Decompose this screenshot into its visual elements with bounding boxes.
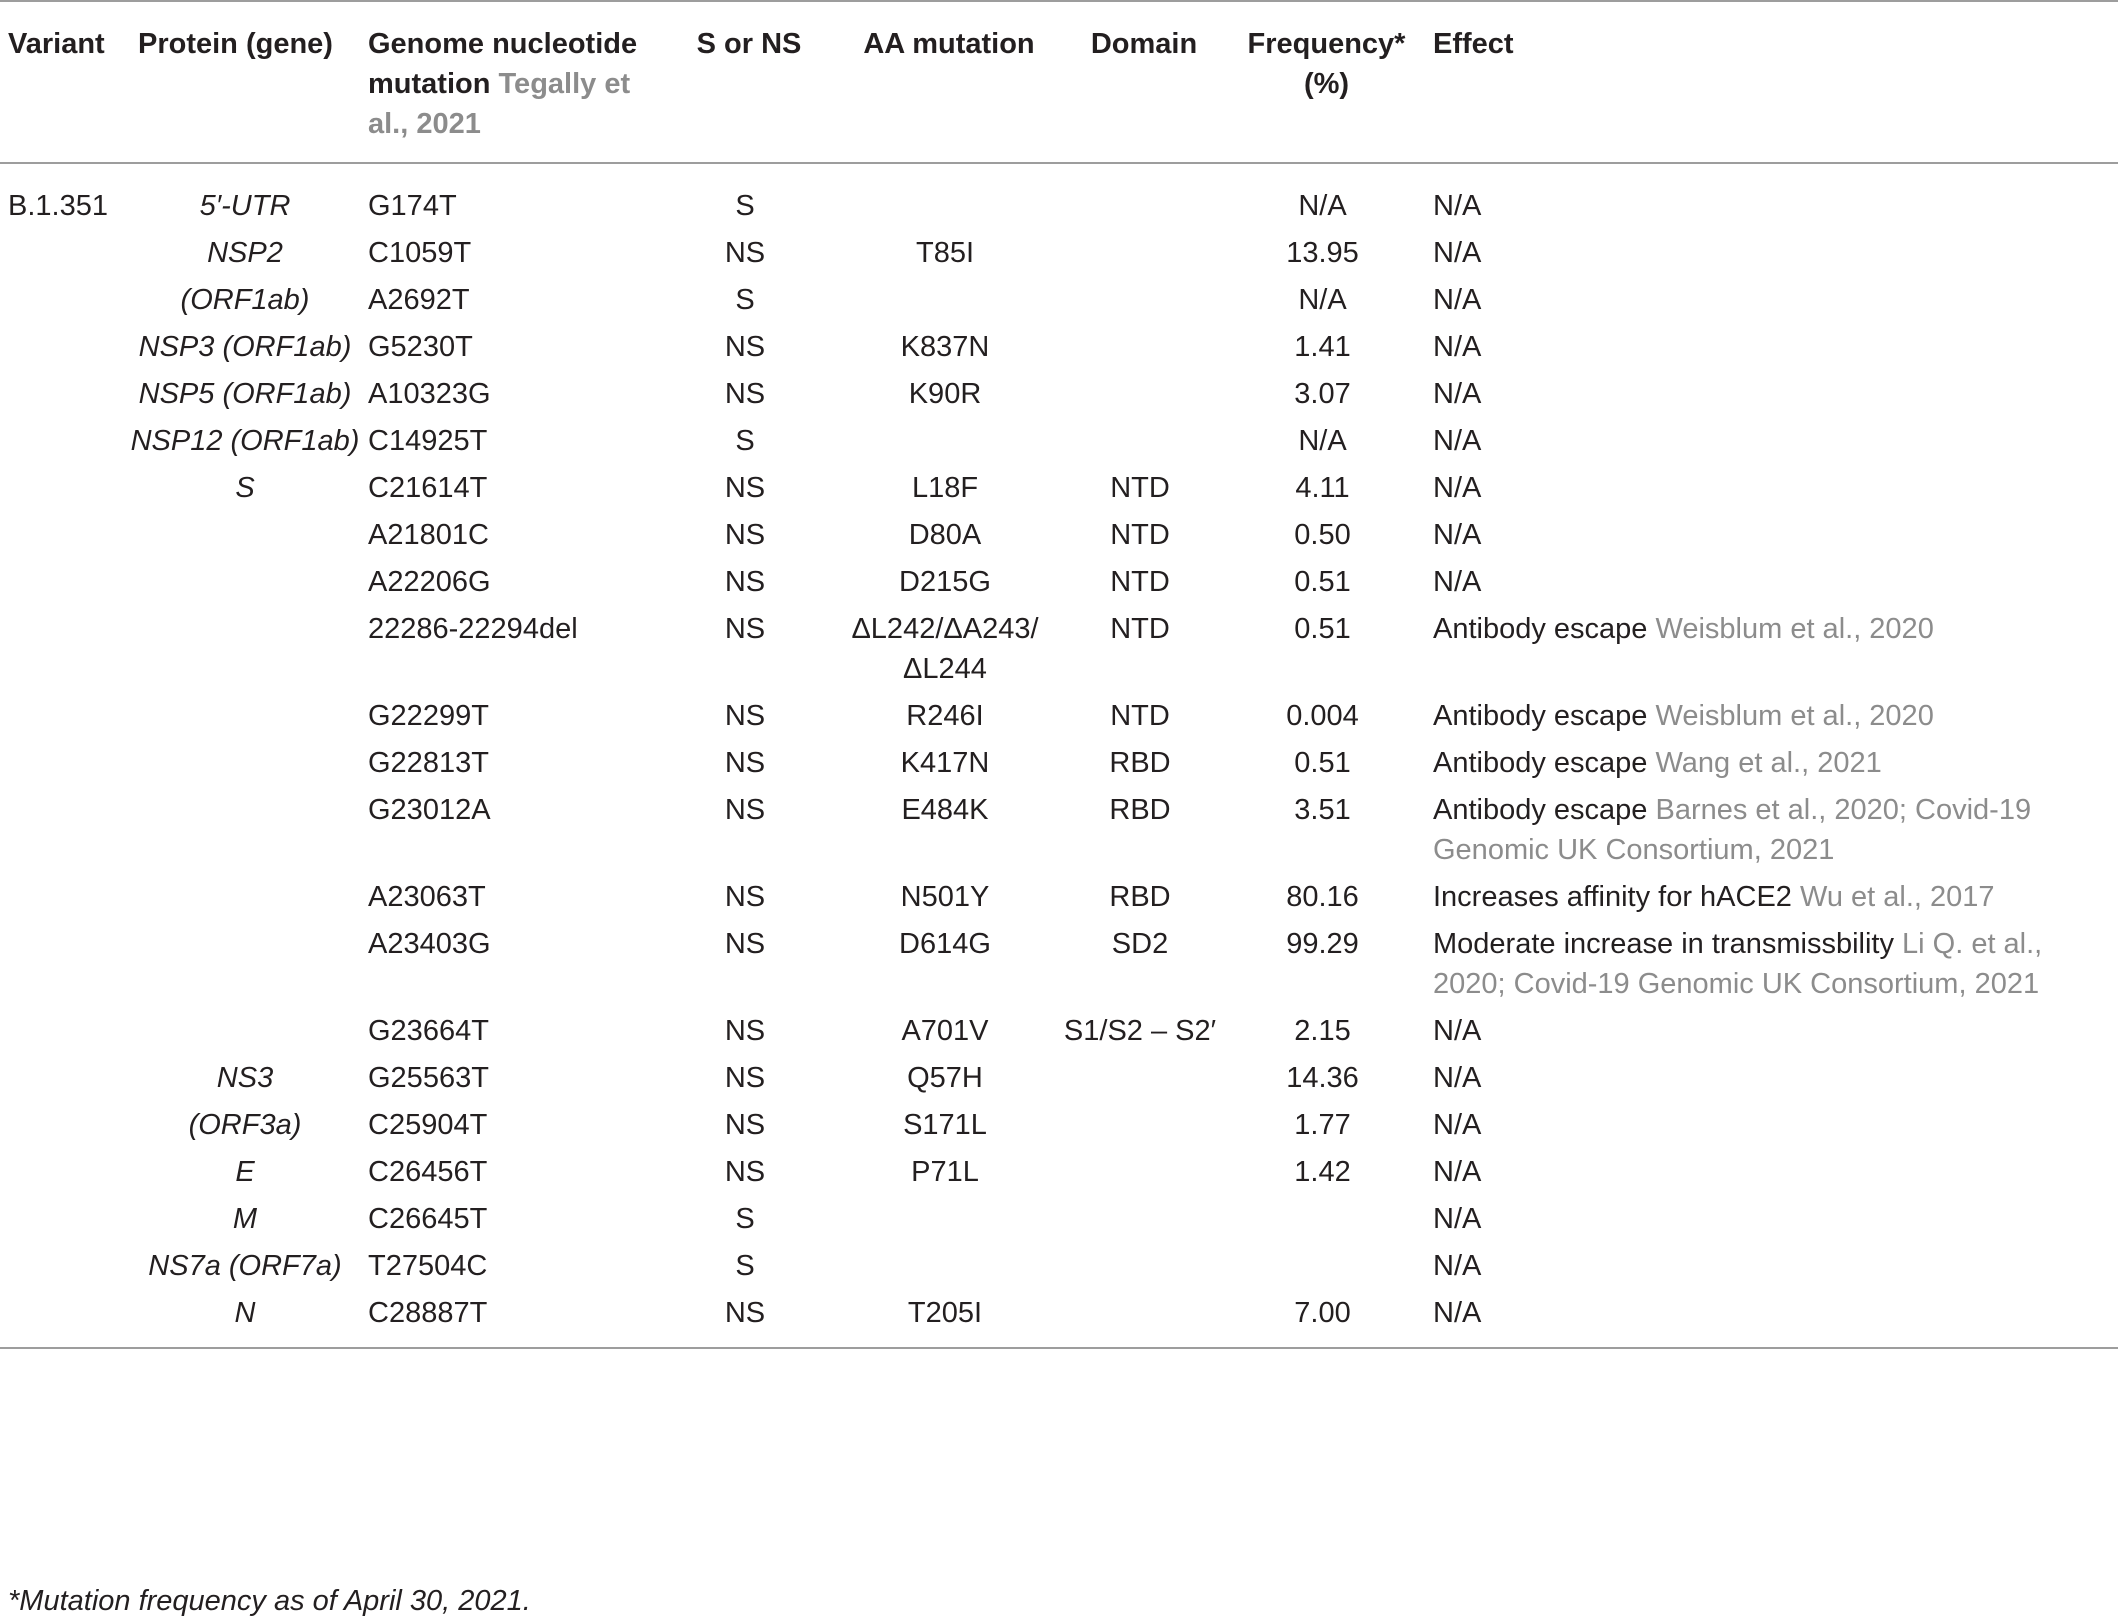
header-row	[0, 1, 2118, 163]
cell-variant	[0, 559, 130, 606]
cell-domain: NTD	[1110, 566, 1170, 598]
cell-frequency: 80.16	[1286, 881, 1359, 913]
cell-frequency: N/A	[1298, 190, 1347, 222]
effect-reference-link[interactable]: Wang et al., 2021	[1655, 747, 1882, 779]
cell-protein: S	[235, 472, 255, 504]
header-frequency: Frequency* (%)	[1247, 28, 1406, 100]
cell-protein: NS7a (ORF7a)	[148, 1250, 342, 1282]
cell-variant	[0, 1149, 130, 1196]
cell-aa-mutation: ΔL242/ΔA243/ ΔL244	[851, 613, 1039, 685]
cell-aa-mutation: A701V	[901, 1015, 989, 1047]
cell-protein: M	[232, 1203, 258, 1235]
table-row	[0, 371, 2118, 418]
table-row	[0, 874, 2118, 921]
cell-protein: NSP2	[207, 237, 283, 269]
cell-frequency: 0.004	[1286, 700, 1359, 732]
cell-protein	[130, 693, 360, 740]
cell-effect	[1425, 277, 2118, 324]
cell-effect	[1425, 418, 2118, 465]
cell-effect	[1425, 1196, 2118, 1243]
cell-domain	[1060, 277, 1220, 324]
header-variant: Variant	[8, 28, 105, 60]
effect-text: N/A	[1433, 566, 1482, 598]
cell-effect	[1425, 1243, 2118, 1290]
cell-genome-mutation: G25563T	[368, 1062, 489, 1094]
header-genome-main: Genome nucleotide mutation	[368, 28, 638, 100]
cell-effect	[1425, 559, 2118, 606]
cell-s-or-ns: NS	[724, 700, 766, 732]
cell-protein	[130, 559, 360, 606]
cell-variant	[0, 371, 130, 418]
effect-text: N/A	[1433, 331, 1482, 363]
cell-s-or-ns: NS	[724, 613, 766, 645]
cell-domain	[1060, 1102, 1220, 1149]
table-row	[0, 1102, 2118, 1149]
effect-text: N/A	[1433, 519, 1482, 551]
effect-text: Antibody escape	[1433, 794, 1656, 826]
cell-frequency: N/A	[1298, 425, 1347, 457]
cell-variant	[0, 1008, 130, 1055]
table-row	[0, 787, 2118, 874]
effect-text: N/A	[1433, 378, 1482, 410]
cell-effect	[1425, 1290, 2118, 1348]
cell-domain	[1060, 1149, 1220, 1196]
cell-protein	[130, 787, 360, 874]
effect-text: N/A	[1433, 1297, 1482, 1329]
cell-genome-mutation: A23063T	[368, 881, 486, 913]
cell-frequency: 1.77	[1294, 1109, 1351, 1141]
effect-reference-link[interactable]: Barnes et al., 2020; Covid-19 Genomic UK Consortium, 2021	[1433, 794, 2032, 866]
cell-protein	[130, 921, 360, 1008]
table-row	[0, 418, 2118, 465]
cell-protein	[130, 740, 360, 787]
cell-aa-mutation: K90R	[908, 378, 982, 410]
cell-frequency: 0.51	[1294, 613, 1351, 645]
table-footnote: *Mutation frequency as of April 30, 2021.	[8, 1585, 531, 1617]
cell-protein: NSP5 (ORF1ab)	[138, 378, 352, 410]
cell-domain: RBD	[1109, 747, 1171, 779]
cell-genome-mutation: A21801C	[368, 519, 489, 551]
cell-s-or-ns: S	[735, 1250, 755, 1282]
cell-domain	[1060, 371, 1220, 418]
cell-s-or-ns: NS	[724, 331, 766, 363]
cell-frequency: 1.42	[1294, 1156, 1351, 1188]
table-row	[0, 1055, 2118, 1102]
table-row	[0, 512, 2118, 559]
cell-variant	[0, 1055, 130, 1102]
effect-text: N/A	[1433, 190, 1482, 222]
effect-text: Moderate increase in transmissbility	[1433, 928, 1903, 960]
cell-variant	[0, 465, 130, 512]
cell-variant	[0, 921, 130, 1008]
cell-frequency: 3.07	[1294, 378, 1351, 410]
table-row	[0, 559, 2118, 606]
table-row	[0, 740, 2118, 787]
effect-text: N/A	[1433, 1109, 1482, 1141]
cell-protein	[130, 512, 360, 559]
table-row	[0, 230, 2118, 277]
cell-protein	[130, 1008, 360, 1055]
cell-effect	[1425, 606, 2118, 693]
cell-genome-mutation: G22813T	[368, 747, 489, 779]
effect-text: N/A	[1433, 425, 1482, 457]
cell-frequency: 4.11	[1295, 472, 1350, 504]
cell-domain: NTD	[1110, 700, 1170, 732]
cell-aa-mutation: T205I	[907, 1297, 983, 1329]
cell-genome-mutation: C1059T	[368, 237, 472, 269]
cell-domain	[1060, 163, 1220, 230]
table-row	[0, 693, 2118, 740]
cell-frequency: N/A	[1298, 284, 1347, 316]
cell-effect	[1425, 1008, 2118, 1055]
cell-effect	[1425, 163, 2118, 230]
cell-frequency: 14.36	[1286, 1062, 1359, 1094]
table-row	[0, 277, 2118, 324]
cell-variant	[0, 277, 130, 324]
cell-s-or-ns: NS	[724, 1109, 766, 1141]
cell-protein: E	[235, 1156, 255, 1188]
cell-variant	[0, 1290, 130, 1348]
cell-protein: (ORF3a)	[188, 1109, 302, 1141]
effect-text: Increases affinity for hACE2	[1433, 881, 1800, 913]
cell-s-or-ns: NS	[724, 1297, 766, 1329]
cell-domain: RBD	[1109, 794, 1171, 826]
cell-domain: NTD	[1110, 519, 1170, 551]
cell-effect	[1425, 512, 2118, 559]
cell-frequency: 2.15	[1294, 1015, 1351, 1047]
cell-variant	[0, 512, 130, 559]
cell-aa-mutation	[830, 163, 1060, 230]
table-row	[0, 465, 2118, 512]
cell-frequency: 7.00	[1294, 1297, 1351, 1329]
cell-variant	[0, 324, 130, 371]
table-row	[0, 606, 2118, 693]
cell-protein: NSP3 (ORF1ab)	[138, 331, 352, 363]
cell-domain	[1060, 1243, 1220, 1290]
cell-genome-mutation: C26456T	[368, 1156, 488, 1188]
cell-aa-mutation: K837N	[900, 331, 990, 363]
cell-genome-mutation: C21614T	[368, 472, 488, 504]
cell-s-or-ns: NS	[724, 1062, 766, 1094]
cell-variant	[0, 693, 130, 740]
cell-s-or-ns: NS	[724, 566, 766, 598]
cell-effect	[1425, 921, 2118, 1008]
cell-aa-mutation: D614G	[899, 928, 991, 960]
cell-genome-mutation: C14925T	[368, 425, 488, 457]
effect-reference-link[interactable]: Wu et al., 2017	[1799, 881, 1995, 913]
cell-protein: N	[234, 1297, 256, 1329]
table-row	[0, 921, 2118, 1008]
cell-frequency: 0.51	[1294, 566, 1351, 598]
table-row	[0, 1243, 2118, 1290]
cell-aa-mutation: L18F	[911, 472, 979, 504]
cell-aa-mutation: T85I	[915, 237, 975, 269]
cell-s-or-ns: S	[735, 284, 755, 316]
cell-s-or-ns: NS	[724, 519, 766, 551]
cell-genome-mutation: G174T	[368, 190, 457, 222]
cell-s-or-ns: NS	[724, 378, 766, 410]
cell-variant	[0, 740, 130, 787]
effect-text: N/A	[1433, 1062, 1482, 1094]
header-genome-mutation	[360, 1, 660, 163]
cell-variant	[0, 787, 130, 874]
cell-frequency: 3.51	[1294, 794, 1351, 826]
cell-genome-mutation: A10323G	[368, 378, 491, 410]
cell-genome-mutation: T27504C	[368, 1250, 488, 1282]
cell-domain	[1060, 1196, 1220, 1243]
cell-variant	[0, 1243, 130, 1290]
cell-genome-mutation: A2692T	[368, 284, 470, 316]
table-body	[0, 163, 2118, 1348]
cell-variant	[0, 230, 130, 277]
cell-effect	[1425, 693, 2118, 740]
effect-text: Antibody escape	[1433, 613, 1656, 645]
cell-domain: NTD	[1110, 472, 1170, 504]
cell-domain: S1/S2 – S2′	[1063, 1015, 1217, 1047]
cell-frequency: 13.95	[1286, 237, 1359, 269]
cell-variant	[0, 874, 130, 921]
cell-s-or-ns: S	[735, 425, 755, 457]
cell-aa-mutation: Q57H	[907, 1062, 983, 1094]
effect-text: N/A	[1433, 472, 1482, 504]
cell-s-or-ns: S	[735, 190, 755, 222]
cell-effect	[1425, 787, 2118, 874]
cell-aa-mutation: P71L	[911, 1156, 979, 1188]
cell-domain	[1060, 1290, 1220, 1348]
cell-effect	[1425, 1102, 2118, 1149]
cell-effect	[1425, 371, 2118, 418]
cell-effect	[1425, 874, 2118, 921]
cell-variant	[0, 1196, 130, 1243]
effect-text: N/A	[1433, 1203, 1482, 1235]
cell-genome-mutation: A23403G	[368, 928, 491, 960]
effect-reference-link[interactable]: Li Q. et al., 2020; Covid-19 Genomic UK Consortium, 2021	[1433, 928, 2043, 1000]
cell-s-or-ns: NS	[724, 1015, 766, 1047]
cell-s-or-ns: NS	[724, 472, 766, 504]
cell-effect	[1425, 324, 2118, 371]
cell-effect	[1425, 465, 2118, 512]
cell-aa-mutation: R246I	[906, 700, 984, 732]
effect-text: N/A	[1433, 237, 1482, 269]
cell-domain	[1060, 418, 1220, 465]
table-row	[0, 1008, 2118, 1055]
effect-text: Antibody escape	[1433, 700, 1656, 732]
cell-aa-mutation	[830, 277, 1060, 324]
cell-s-or-ns: S	[735, 1203, 755, 1235]
header-genome-ref-link[interactable]: Tegally et al., 2021	[368, 68, 631, 140]
table-row	[0, 1290, 2118, 1348]
cell-domain	[1060, 324, 1220, 371]
cell-domain	[1060, 1055, 1220, 1102]
cell-s-or-ns: NS	[724, 237, 766, 269]
cell-variant	[0, 606, 130, 693]
cell-genome-mutation: A22206G	[368, 566, 491, 598]
cell-s-or-ns: NS	[724, 928, 766, 960]
cell-protein: 5′-UTR	[199, 190, 291, 222]
cell-genome-mutation: C25904T	[368, 1109, 488, 1141]
cell-aa-mutation	[830, 1243, 1060, 1290]
effect-text: Antibody escape	[1433, 747, 1656, 779]
cell-domain: RBD	[1109, 881, 1171, 913]
cell-s-or-ns: NS	[724, 881, 766, 913]
cell-domain	[1060, 230, 1220, 277]
cell-protein	[130, 874, 360, 921]
cell-frequency: 0.51	[1294, 747, 1351, 779]
cell-effect	[1425, 740, 2118, 787]
cell-aa-mutation: S171L	[903, 1109, 987, 1141]
header-domain: Domain	[1090, 28, 1198, 60]
cell-domain: NTD	[1110, 613, 1170, 645]
cell-genome-mutation: 22286-22294del	[368, 613, 578, 645]
header-effect: Effect	[1433, 28, 1514, 60]
header-s-or-ns: S or NS	[696, 28, 802, 60]
table-row	[0, 163, 2118, 230]
effect-text: N/A	[1433, 1250, 1482, 1282]
cell-variant: B.1.351	[8, 190, 108, 222]
cell-aa-mutation: D215G	[899, 566, 991, 598]
cell-variant	[0, 418, 130, 465]
cell-effect	[1425, 1055, 2118, 1102]
cell-aa-mutation: K417N	[900, 747, 990, 779]
cell-genome-mutation: C28887T	[368, 1297, 488, 1329]
cell-aa-mutation: E484K	[901, 794, 989, 826]
cell-effect	[1425, 230, 2118, 277]
effect-text: N/A	[1433, 1015, 1482, 1047]
header-aa-mutation: AA mutation	[863, 28, 1035, 60]
cell-s-or-ns: NS	[724, 794, 766, 826]
cell-frequency: 0.50	[1294, 519, 1351, 551]
table-header	[0, 1, 2118, 163]
cell-domain: SD2	[1111, 928, 1169, 960]
cell-aa-mutation: N501Y	[900, 881, 990, 913]
cell-s-or-ns: NS	[724, 1156, 766, 1188]
table-row	[0, 1149, 2118, 1196]
effect-text: N/A	[1433, 284, 1482, 316]
cell-frequency	[1220, 1243, 1425, 1290]
cell-protein: NS3	[216, 1062, 274, 1094]
cell-aa-mutation	[830, 418, 1060, 465]
cell-effect	[1425, 1149, 2118, 1196]
cell-frequency: 1.41	[1294, 331, 1351, 363]
cell-protein: (ORF1ab)	[180, 284, 310, 316]
cell-protein: NSP12 (ORF1ab)	[130, 425, 360, 457]
effect-reference-link[interactable]: Weisblum et al., 2020	[1655, 613, 1934, 645]
cell-genome-mutation: G23012A	[368, 794, 491, 826]
cell-variant	[0, 1102, 130, 1149]
cell-aa-mutation: D80A	[908, 519, 982, 551]
cell-frequency: 99.29	[1286, 928, 1359, 960]
effect-text: N/A	[1433, 1156, 1482, 1188]
cell-genome-mutation: G22299T	[368, 700, 489, 732]
cell-aa-mutation	[830, 1196, 1060, 1243]
table-row	[0, 324, 2118, 371]
header-protein: Protein (gene)	[138, 28, 333, 60]
cell-genome-mutation: G5230T	[368, 331, 473, 363]
cell-genome-mutation: C26645T	[368, 1203, 488, 1235]
table-row	[0, 1196, 2118, 1243]
cell-s-or-ns: NS	[724, 747, 766, 779]
cell-protein	[130, 606, 360, 693]
effect-reference-link[interactable]: Weisblum et al., 2020	[1655, 700, 1934, 732]
cell-frequency	[1220, 1196, 1425, 1243]
cell-genome-mutation: G23664T	[368, 1015, 489, 1047]
